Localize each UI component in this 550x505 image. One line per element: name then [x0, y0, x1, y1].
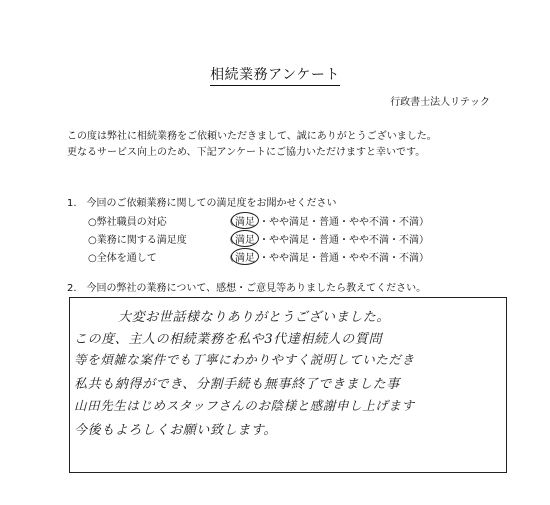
intro-line-2: 更なるサービス向上のため、下記アンケートにご協力いただけますと幸いです。 — [67, 147, 426, 158]
handwritten-line: 等を煩雑な案件でも丁寧にわかりやすく説明していただき — [74, 352, 415, 367]
handwritten-line: 山田先生はじめスタッフさんのお陰様と感謝申し上げます — [74, 398, 415, 413]
handwritten-line: 今後もよろしくお願い致します。 — [74, 423, 277, 438]
company-name: 行政書士法人リテック — [390, 97, 490, 108]
rating-label: ○弊社職員の対応 — [88, 217, 167, 228]
document-title: 相続業務アンケート — [0, 64, 550, 84]
question-1: 1. 今回のご依頼業務に関しての満足度をお聞かせください — [67, 198, 337, 209]
answer-box — [69, 297, 507, 473]
rating-options: （満足 ・やや満足・普通・やや不満・不満） — [224, 212, 429, 229]
handwritten-line: 大変お世話様なりありがとうございました。 — [118, 310, 391, 325]
rating-label: ○全体を通して — [88, 253, 157, 264]
rating-row-staff — [88, 212, 429, 229]
rating-options: （満足 ・やや満足・普通・やや不満・不満） — [224, 230, 429, 247]
selected-rating: 満足 — [231, 212, 259, 229]
rating-row-service — [88, 230, 429, 247]
rating-label: ○業務に関する満足度 — [88, 235, 187, 246]
intro-line-1: この度は弊社に相続業務をご依頼いただきまして、誠にありがとうございました。 — [67, 131, 437, 142]
selected-rating: 満足 — [231, 230, 259, 247]
selected-rating: 満足 — [231, 248, 259, 265]
handwritten-line: 私共も納得ができ、分割手続も無事終了できました事 — [74, 377, 400, 392]
question-2: 2. 今回の弊社の業務について、感想・ご意見等ありましたら教えてください。 — [67, 283, 427, 294]
rating-row-overall — [88, 248, 429, 265]
handwritten-line: この度、主人の相続業務を私や3代達相続人の質問 — [74, 332, 383, 347]
rating-options: （満足 ・やや満足・普通・やや不満・不満） — [224, 248, 429, 265]
